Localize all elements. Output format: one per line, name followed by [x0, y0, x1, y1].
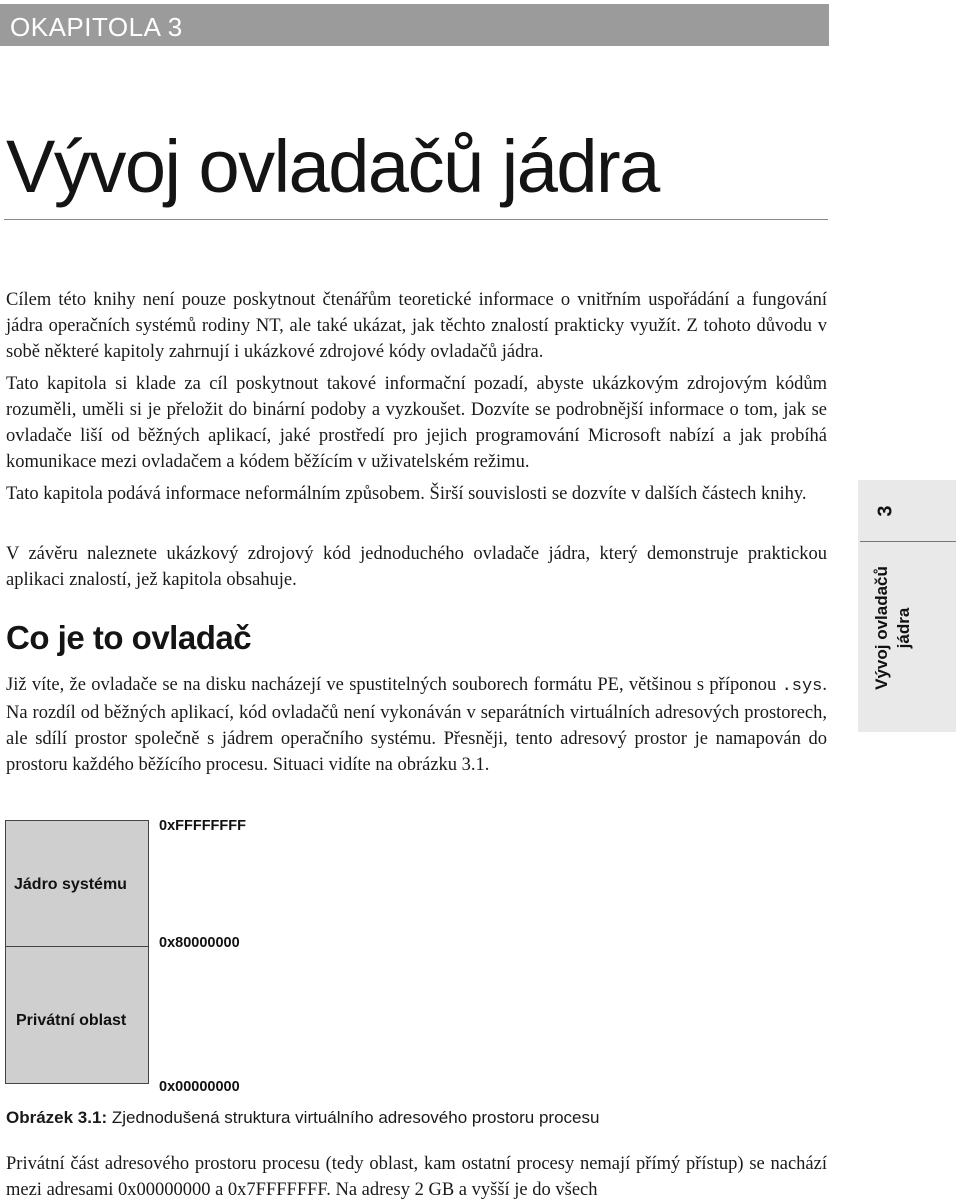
address-space-diagram — [5, 820, 149, 1084]
figure-caption-text: Zjednodušená struktura virtuálního adresového prostoru procesu — [107, 1108, 600, 1127]
chapter-header-bar — [0, 4, 829, 46]
file-extension-code: .sys — [781, 677, 823, 696]
side-chapter-title-line-2: jádra — [894, 607, 913, 649]
figure-caption-label: Obrázek 3.1: — [6, 1108, 108, 1127]
address-space-divider — [5, 946, 149, 947]
intro-paragraph-4: V závěru naleznete ukázkový zdrojový kód jednoduchého ovladače jádra, který demonstruje praktickou aplikaci znalostí, jež kapitola obsahuje. — [6, 544, 827, 590]
address-bottom-label: 0x00000000 — [159, 1079, 240, 1095]
side-chapter-number: 3 — [874, 505, 897, 517]
side-tab-divider — [860, 541, 956, 542]
side-chapter-title-line-1: Vývoj ovladačů — [872, 566, 891, 690]
chapter-label: OKAPITOLA 3 — [10, 12, 183, 42]
section-paragraph-1 — [6, 672, 827, 778]
section-paragraph-1-rest: . Na rozdíl od běžných aplikací, kód ovladačů není vykonáván v separátních virtuálních adresových prostorech, ale sdílí prostor společně s jádrem operačního systému. Přesněji, tento adresový prostor je namapován do prostoru každého běžícího procesu. Situaci vidíte na obrázku 3.1. — [6, 675, 827, 775]
private-region-label: Privátní oblast — [16, 1012, 127, 1029]
section-heading: Co je to ovladač — [6, 619, 252, 656]
section-paragraph-1-start: Již víte, že ovladače se na disku nacházejí ve spustitelných souborech formátu PE, většinou s příponou — [6, 675, 782, 695]
figure-caption — [6, 1108, 599, 1128]
intro-paragraph-1: Cílem této knihy není pouze poskytnout čtenářům teoretické informace o vnitřním uspořádání a fungování jádra operačních systémů rodiny NT, ale také ukázat, jak těchto znalostí prakticky využít. Z tohoto důvodu v sobě některé kapitoly zahrnují i ukázkové zdrojové kódy ovladačů jádra. — [6, 290, 827, 362]
intro-paragraph-3: Tato kapitola podává informace neformálním způsobem. Širší souvislosti se dozvíte v dalších částech knihy. — [6, 484, 807, 504]
side-chapter-title — [871, 566, 915, 690]
address-middle-label: 0x80000000 — [159, 935, 240, 951]
intro-paragraph-2: Tato kapitola si klade za cíl poskytnout takové informační pozadí, abyste ukázkovým zdrojovým kódům rozuměli, uměli si je přeložit do binární podoby a vyzkoušet. Dozvíte se podrobnější informace o tom, jak se ovladače liší od běžných aplikací, jaké prostředí pro jejich programování Microsoft nabízí a jak probíhá komunikace mezi ovladačem a kódem běžícím v uživatelském režimu. — [6, 374, 827, 472]
chapter-title: Vývoj ovladačů jádra — [6, 125, 659, 208]
kernel-region-label: Jádro systému — [14, 876, 127, 893]
address-top-label: 0xFFFFFFFF — [159, 818, 246, 834]
title-divider — [4, 219, 828, 220]
after-figure-paragraph: Privátní část adresového prostoru procesu (tedy oblast, kam ostatní procesy nemají přímý přístup) se nachází mezi adresami 0x00000000 a 0x7FFFFFFF. Na adresy 2 GB a vyšší je do všech — [6, 1154, 827, 1200]
